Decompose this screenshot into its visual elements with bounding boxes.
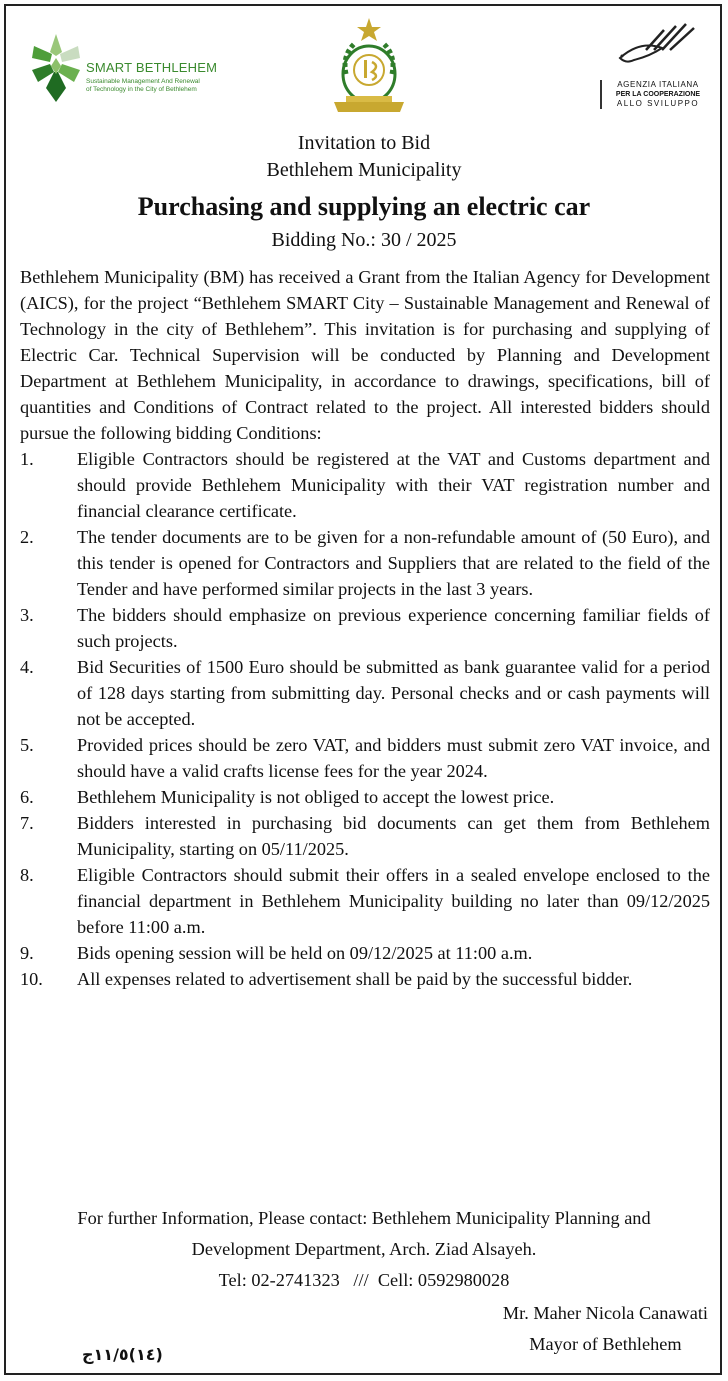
- condition-item: [20, 810, 710, 862]
- condition-number: 2.: [20, 527, 34, 547]
- signatory-name: Mr. Maher Nicola Canawati: [502, 1303, 708, 1323]
- aics-logo-text: [600, 80, 710, 109]
- municipality-seal-logo: [328, 16, 410, 116]
- condition-number: 10.: [20, 969, 43, 989]
- condition-number: 1.: [20, 449, 34, 469]
- smart-logo-subtitle-line1: Sustainable Management And Renewal: [86, 78, 200, 85]
- condition-text: Bethlehem Municipality is not obliged to accept the lowest price.: [77, 787, 555, 807]
- smart-logo-subtitle-line2: of Technology in the City of Bethlehem: [86, 86, 197, 93]
- contact-block: [14, 1203, 714, 1296]
- condition-item: [20, 524, 710, 602]
- condition-number: 6.: [20, 787, 34, 807]
- condition-text: All expenses related to advertisement shall be paid by the successful bidder.: [77, 969, 633, 989]
- condition-item: [20, 784, 710, 810]
- condition-item: [20, 602, 710, 654]
- condition-text: The bidders should emphasize on previous experience concerning familiar fields of such projects.: [77, 605, 710, 651]
- conditions-list: [20, 446, 710, 992]
- signature-block: [503, 1298, 708, 1360]
- signatory-title: Mayor of Bethlehem: [529, 1334, 682, 1354]
- condition-text: Eligible Contractors should submit their offers in a sealed envelope enclosed to the financial department in Bethlehem Municipality building no later than 09/12/2025 before 11:00 a.m.: [77, 865, 710, 937]
- condition-number: 7.: [20, 813, 34, 833]
- smart-logo-subtitle: [86, 78, 200, 94]
- contact-line2: Development Department, Arch. Ziad Alsayeh.: [191, 1239, 537, 1259]
- condition-item: [20, 446, 710, 524]
- condition-text: Bids opening session will be held on 09/12/2025 at 11:00 a.m.: [77, 943, 533, 963]
- condition-number: 3.: [20, 605, 34, 625]
- aics-logo: [600, 20, 710, 115]
- tender-title: Purchasing and supplying an electric car: [137, 192, 591, 221]
- aics-line3: ALLO SVILUPPO: [616, 99, 700, 108]
- condition-item: [20, 966, 710, 992]
- smart-leaf-icon: [28, 26, 84, 108]
- municipality-heading: Bethlehem Municipality: [266, 159, 462, 181]
- condition-number: 5.: [20, 735, 34, 755]
- condition-text: Provided prices should be zero VAT, and bidders must submit zero VAT invoice, and should have a valid crafts license fees for the year 2024.: [77, 735, 710, 781]
- ad-header: [0, 130, 728, 254]
- condition-text: Bid Securities of 1500 Euro should be submitted as bank guarantee valid for a period of 128 days starting from submitting day. Personal checks and or cash payments will not be accepted.: [77, 657, 710, 729]
- aics-line1: AGENZIA ITALIANA: [617, 80, 699, 89]
- condition-item: [20, 732, 710, 784]
- municipality-seal-icon: [328, 16, 410, 116]
- logo-strip: [0, 0, 728, 120]
- condition-text: Bidders interested in purchasing bid documents can get them from Bethlehem Municipality, starting on 05/11/2025.: [77, 813, 710, 859]
- smart-logo-title: SMART BETHLEHEM: [86, 60, 218, 75]
- dove-icon: [600, 20, 710, 78]
- publication-code: (١٤)١١/٥ج: [82, 1345, 163, 1364]
- contact-line1: For further Information, Please contact: Bethlehem Municipality Planning and: [77, 1208, 651, 1228]
- condition-item: [20, 862, 710, 940]
- smart-bethlehem-logo: [28, 26, 238, 108]
- contact-phones: Tel: 02-2741323 /// Cell: 0592980028: [218, 1270, 510, 1290]
- aics-line2: PER LA COOPERAZIONE: [615, 91, 701, 98]
- bidding-number: Bidding No.: 30 / 2025: [271, 229, 457, 251]
- condition-item: [20, 654, 710, 732]
- intro-paragraph: Bethlehem Municipality (BM) has received a Grant from the Italian Agency for Development (AICS), for the project “Bethlehem SMART City – Sustainable Management and Renewal of Technology in the city of Bethlehem”. This invitation is for purchasing and supplying of Electric Car. Technical Supervision will be conducted by Planning and Development Department at Bethlehem Municipality, in accordance to drawings, specifications, bill of quantities and Conditions of Contract related to the project. All interested bidders should pursue the following bidding Conditions:: [20, 267, 710, 443]
- condition-number: 8.: [20, 865, 34, 885]
- invitation-heading: Invitation to Bid: [297, 132, 431, 154]
- condition-text: Eligible Contractors should be registered at the VAT and Customs department and should provide Bethlehem Municipality with their VAT registration number and financial clearance certificate.: [77, 449, 710, 521]
- ad-body: [20, 264, 710, 992]
- condition-number: 9.: [20, 943, 34, 963]
- condition-number: 4.: [20, 657, 34, 677]
- condition-item: [20, 940, 710, 966]
- condition-text: The tender documents are to be given for a non-refundable amount of (50 Euro), and this tender is opened for Contractors and Suppliers that are related to the field of the Tender and have performed similar projects in the last 3 years.: [77, 527, 710, 599]
